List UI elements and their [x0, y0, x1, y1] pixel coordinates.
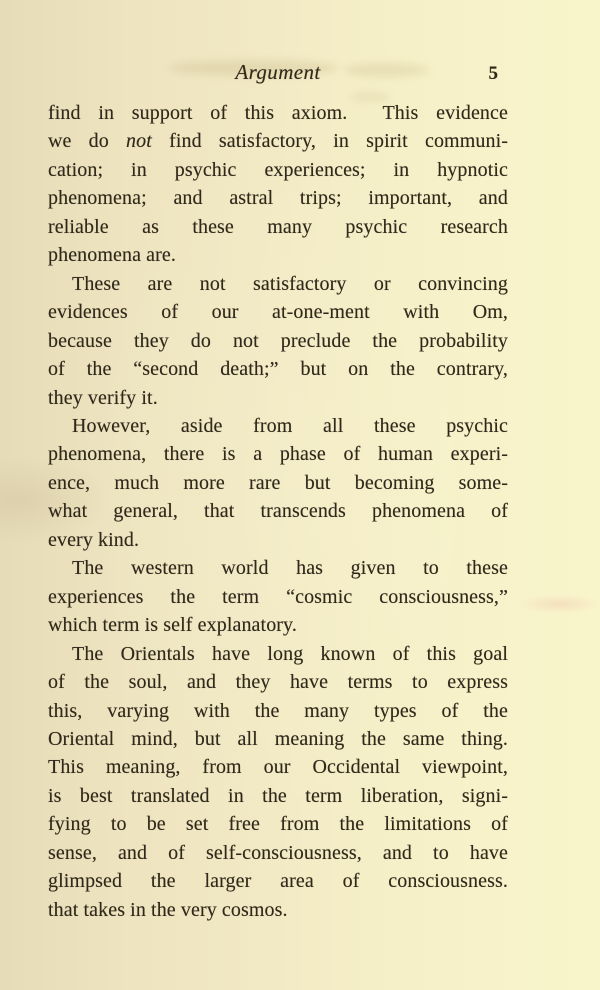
page-text: [48, 99, 508, 924]
text-line: experiences the term “cosmic consciousness,”: [48, 585, 508, 608]
text-line: reliable as these many psychic research: [48, 215, 508, 238]
text-line: which term is self explanatory.: [48, 614, 297, 637]
text-line: The western world has given to these: [72, 557, 508, 580]
text-line: However, aside from all these psychic: [72, 414, 508, 437]
text-line: fying to be set free from the limitations of: [48, 813, 508, 836]
text-line: ence, much more rare but becoming some-: [48, 471, 508, 494]
text-line: of the “second death;” but on the contrary,: [48, 358, 508, 381]
text-line: we do not find satisfactory, in spirit communi-: [48, 130, 508, 153]
text-line: phenomena are.: [48, 244, 177, 267]
text-line: every kind.: [48, 528, 140, 551]
page-header: [48, 60, 508, 90]
text-line: glimpsed the larger area of consciousness.: [48, 870, 508, 893]
text-line: of the soul, and they have terms to express: [48, 671, 508, 694]
text-line: they verify it.: [48, 386, 158, 409]
text-line: This meaning, from our Occidental viewpoint,: [48, 756, 508, 779]
text-line: phenomena; and astral trips; important, and: [48, 187, 508, 210]
text-line: because they do not preclude the probability: [48, 329, 508, 352]
text-line: sense, and of self-consciousness, and to have: [48, 841, 508, 864]
text-line: The Orientals have long known of this goal: [72, 642, 508, 665]
text-line: what general, that transcends phenomena of: [48, 500, 508, 523]
running-title: Argument: [235, 60, 321, 84]
text-line: that takes in the very cosmos.: [48, 898, 288, 921]
text-line: this, varying with the many types of the: [48, 699, 508, 722]
text-line: Oriental mind, but all meaning the same thing.: [48, 727, 508, 750]
text-line: These are not satisfactory or convincing: [72, 272, 508, 295]
text-line: find in support of this axiom. This evidence: [48, 102, 508, 124]
text-line: evidences of our at-one-ment with Om,: [48, 301, 508, 324]
text-line: is best translated in the term liberation, signi-: [48, 784, 508, 807]
page-number: 5: [488, 63, 498, 84]
text-line: phenomena, there is a phase of human experi-: [48, 443, 508, 466]
text-line: cation; in psychic experiences; in hypnotic: [48, 158, 508, 181]
